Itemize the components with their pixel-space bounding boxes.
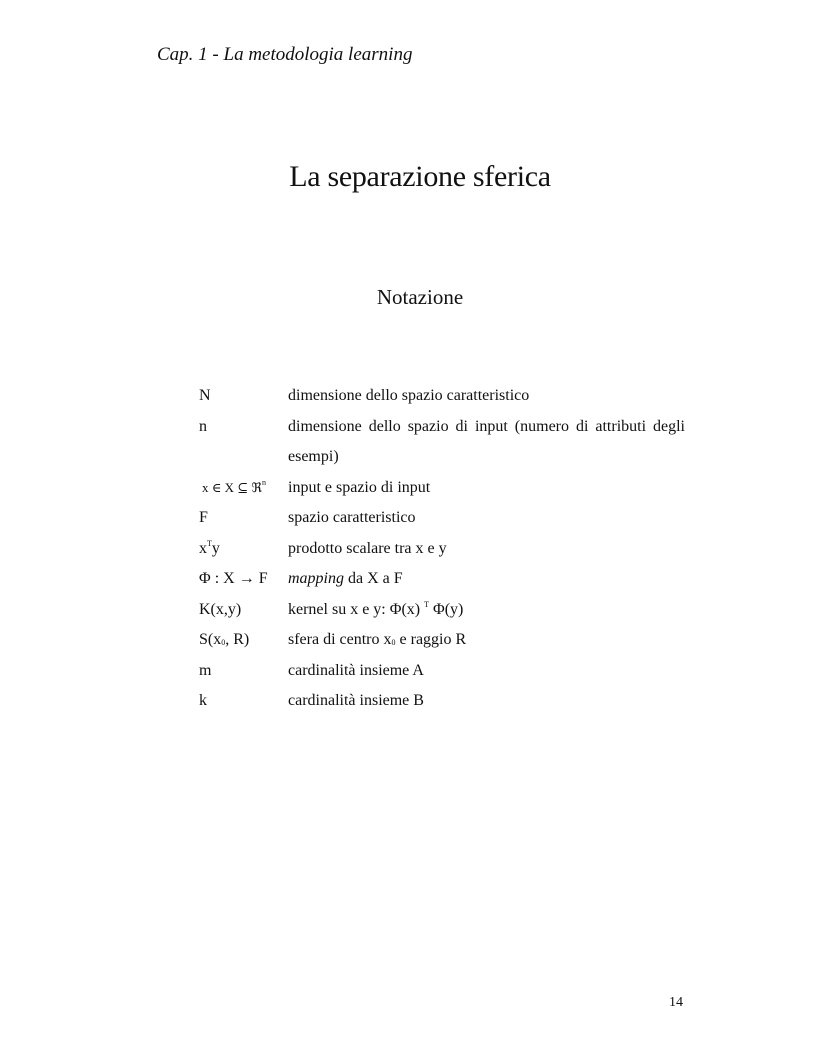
notation-symbol: N [199,387,211,404]
notation-list [199,381,685,717]
notation-description [288,625,685,656]
notation-row-scalar-product [199,534,685,565]
notation-description: prodotto scalare tra x e y [288,539,447,557]
notation-description: spazio caratteristico [288,509,416,526]
notation-row-n [199,412,685,473]
description-pre: sfera di centro x [288,631,392,648]
notation-description: cardinalità insieme B [288,692,424,709]
notation-row-mapping [199,564,685,595]
notation-symbol: k [199,692,207,709]
description-text: da X a F [348,570,403,587]
symbol-superscript: T [207,538,212,548]
notation-row-F [199,503,685,534]
symbol-superscript: n [262,477,266,487]
symbol-base: x [199,539,207,557]
notation-description: dimensione dello spazio di input (numero di attributi degli esempi) [288,417,685,465]
notation-description: cardinalità insieme A [288,661,424,679]
notation-row-sphere [199,625,685,656]
description-superscript: T [424,599,429,609]
notation-symbol [199,473,288,504]
notation-description [288,564,685,595]
notation-row-kernel [199,595,685,626]
notation-symbol: K(x,y) [199,600,242,618]
description-subscript: 0 [391,638,396,647]
description-pre: kernel su x e y: Φ(x) [288,600,421,618]
notation-description [288,595,685,626]
notation-description: input e spazio di input [288,478,431,496]
description-post: e raggio R [399,631,467,648]
notation-symbol: m [199,661,212,679]
symbol-main: x ∈ X ⊆ ℜ [202,479,262,495]
notation-description: dimensione dello spazio caratteristico [288,387,530,404]
notation-symbol: n [199,417,207,435]
chapter-title: La separazione sferica [289,160,551,193]
page-number: 14 [669,995,683,1010]
notation-row-input-space [199,473,685,504]
notation-symbol: Φ : X → F [199,570,268,587]
notation-symbol: F [199,509,208,526]
notation-row-N [199,381,685,412]
symbol-pre: S(x [199,631,222,648]
section-title: Notazione [376,285,464,309]
notation-symbol [199,534,288,565]
description-emphasis: mapping [288,570,344,587]
symbol-post: , R) [225,631,250,648]
symbol-tail: y [211,539,220,557]
notation-symbol [199,625,288,656]
running-header: Cap. 1 - La metodologia learning [157,44,413,65]
symbol-subscript: 0 [221,638,226,647]
notation-row-m [199,656,685,687]
description-post: Φ(y) [433,600,464,618]
notation-row-k [199,686,685,717]
